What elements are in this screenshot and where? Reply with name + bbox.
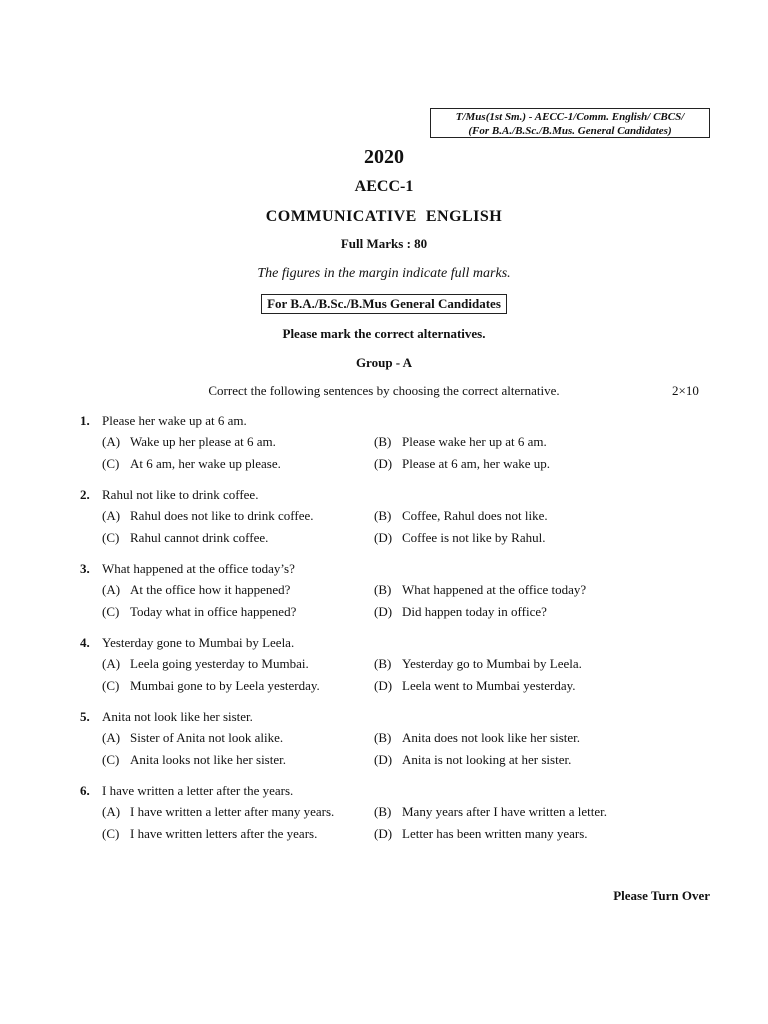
option-a bbox=[102, 579, 290, 601]
question-stem bbox=[80, 780, 720, 801]
option-row bbox=[80, 801, 720, 823]
option-text: What happened at the office today? bbox=[402, 582, 587, 597]
paper-code-line-1: T/Mus(1st Sm.) - AECC-1/Comm. English/ CBCS/ bbox=[455, 111, 685, 123]
candidates-banner bbox=[0, 294, 768, 314]
option-label: (B) bbox=[374, 434, 392, 449]
general-instruction: Please mark the correct alternatives. bbox=[282, 326, 486, 341]
option-d bbox=[374, 453, 550, 475]
option-label: (A) bbox=[102, 434, 121, 449]
option-label: (D) bbox=[374, 678, 393, 693]
option-label: (B) bbox=[374, 804, 392, 819]
option-row bbox=[80, 823, 720, 845]
question-1 bbox=[80, 410, 720, 475]
margin-note: The figures in the margin indicate full marks. bbox=[257, 266, 511, 281]
option-row bbox=[80, 601, 720, 623]
option-text: Coffee, Rahul does not like. bbox=[402, 508, 548, 523]
option-label: (D) bbox=[374, 530, 393, 545]
option-label: (A) bbox=[102, 508, 121, 523]
question-text: What happened at the office today’s? bbox=[102, 561, 295, 576]
option-b bbox=[374, 431, 547, 453]
option-label: (D) bbox=[374, 456, 393, 471]
option-label: (D) bbox=[374, 826, 393, 841]
question-text: Rahul not like to drink coffee. bbox=[102, 487, 259, 502]
question-2 bbox=[80, 484, 720, 549]
option-b bbox=[374, 579, 586, 601]
option-b bbox=[374, 653, 582, 675]
full-marks: Full Marks : 80 bbox=[340, 236, 428, 251]
group-marks: 2×10 bbox=[672, 383, 699, 398]
option-label: (C) bbox=[102, 604, 120, 619]
option-b bbox=[374, 801, 607, 823]
question-number: 6. bbox=[80, 783, 90, 798]
question-text: Please her wake up at 6 am. bbox=[102, 413, 247, 428]
option-d bbox=[374, 823, 588, 845]
option-b bbox=[374, 727, 580, 749]
group-directions: Correct the following sentences by choosing the correct alternative. bbox=[208, 383, 560, 398]
option-row bbox=[80, 579, 720, 601]
option-label: (A) bbox=[102, 804, 121, 819]
turn-over-note: Please Turn Over bbox=[613, 888, 710, 903]
option-row bbox=[80, 505, 720, 527]
option-label: (C) bbox=[102, 678, 120, 693]
option-b bbox=[374, 505, 548, 527]
option-label: (B) bbox=[374, 656, 392, 671]
option-label: (C) bbox=[102, 826, 120, 841]
group-title: Group - A bbox=[355, 355, 413, 370]
option-a bbox=[102, 727, 283, 749]
option-text: At the office how it happened? bbox=[130, 582, 291, 597]
option-text: Rahul does not like to drink coffee. bbox=[130, 508, 314, 523]
option-label: (B) bbox=[374, 582, 392, 597]
question-5 bbox=[80, 706, 720, 771]
question-text: I have written a letter after the years. bbox=[102, 783, 294, 798]
option-label: (D) bbox=[374, 752, 393, 767]
question-number: 1. bbox=[80, 413, 90, 428]
option-text: Did happen today in office? bbox=[402, 604, 547, 619]
option-text: Today what in office happened? bbox=[130, 604, 297, 619]
paper-code-box bbox=[430, 108, 710, 138]
question-text: Yesterday gone to Mumbai by Leela. bbox=[102, 635, 295, 650]
option-text: Coffee is not like by Rahul. bbox=[402, 530, 546, 545]
option-label: (C) bbox=[102, 530, 120, 545]
option-label: (C) bbox=[102, 752, 120, 767]
option-a bbox=[102, 801, 334, 823]
paper-code-line-2: (For B.A./B.Sc./B.Mus. General Candidates) bbox=[468, 125, 672, 137]
option-label: (C) bbox=[102, 456, 120, 471]
option-c bbox=[102, 527, 268, 549]
option-label: (A) bbox=[102, 656, 121, 671]
option-label: (D) bbox=[374, 604, 393, 619]
option-row bbox=[80, 727, 720, 749]
option-d bbox=[374, 675, 576, 697]
option-text: Wake up her please at 6 am. bbox=[130, 434, 276, 449]
question-3 bbox=[80, 558, 720, 623]
question-stem bbox=[80, 632, 720, 653]
option-text: Leela going yesterday to Mumbai. bbox=[130, 656, 309, 671]
option-label: (A) bbox=[102, 730, 121, 745]
question-number: 3. bbox=[80, 561, 90, 576]
option-text: At 6 am, her wake up please. bbox=[130, 456, 281, 471]
option-text: Anita is not looking at her sister. bbox=[402, 752, 572, 767]
option-label: (B) bbox=[374, 730, 392, 745]
option-d bbox=[374, 601, 547, 623]
option-text: Mumbai gone to by Leela yesterday. bbox=[130, 678, 320, 693]
question-stem bbox=[80, 410, 720, 431]
question-number: 4. bbox=[80, 635, 90, 650]
option-text: I have written letters after the years. bbox=[130, 826, 318, 841]
exam-year: 2020 bbox=[364, 146, 404, 168]
option-text: Many years after I have written a letter. bbox=[402, 804, 608, 819]
option-a bbox=[102, 653, 309, 675]
option-text: Please at 6 am, her wake up. bbox=[402, 456, 551, 471]
option-text: Sister of Anita not look alike. bbox=[130, 730, 284, 745]
question-text: Anita not look like her sister. bbox=[102, 709, 253, 724]
question-number: 5. bbox=[80, 709, 90, 724]
option-text: Leela went to Mumbai yesterday. bbox=[402, 678, 576, 693]
option-c bbox=[102, 823, 317, 845]
option-a bbox=[102, 431, 276, 453]
option-text: Letter has been written many years. bbox=[402, 826, 588, 841]
subject-title: COMMUNICATIVE ENGLISH bbox=[265, 208, 503, 225]
option-a bbox=[102, 505, 314, 527]
option-row bbox=[80, 453, 720, 475]
option-text: Yesterday go to Mumbai by Leela. bbox=[402, 656, 582, 671]
option-d bbox=[374, 527, 545, 549]
option-row bbox=[80, 431, 720, 453]
option-row bbox=[80, 675, 720, 697]
question-number: 2. bbox=[80, 487, 90, 502]
option-d bbox=[374, 749, 571, 771]
option-text: Anita looks not like her sister. bbox=[130, 752, 286, 767]
option-c bbox=[102, 749, 286, 771]
option-text: I have written a letter after many years. bbox=[130, 804, 335, 819]
option-row bbox=[80, 653, 720, 675]
option-c bbox=[102, 675, 320, 697]
option-row bbox=[80, 749, 720, 771]
question-6 bbox=[80, 780, 720, 845]
paper-code: AECC-1 bbox=[354, 178, 414, 195]
option-text: Please wake her up at 6 am. bbox=[402, 434, 547, 449]
question-4 bbox=[80, 632, 720, 697]
question-stem bbox=[80, 484, 720, 505]
option-label: (B) bbox=[374, 508, 392, 523]
option-row bbox=[80, 527, 720, 549]
option-c bbox=[102, 453, 281, 475]
question-stem bbox=[80, 706, 720, 727]
option-text: Anita does not look like her sister. bbox=[402, 730, 581, 745]
option-label: (A) bbox=[102, 582, 121, 597]
option-c bbox=[102, 601, 296, 623]
option-text: Rahul cannot drink coffee. bbox=[130, 530, 269, 545]
question-list bbox=[80, 410, 720, 854]
question-stem bbox=[80, 558, 720, 579]
candidates-label: For B.A./B.Sc./B.Mus General Candidates bbox=[261, 294, 507, 314]
